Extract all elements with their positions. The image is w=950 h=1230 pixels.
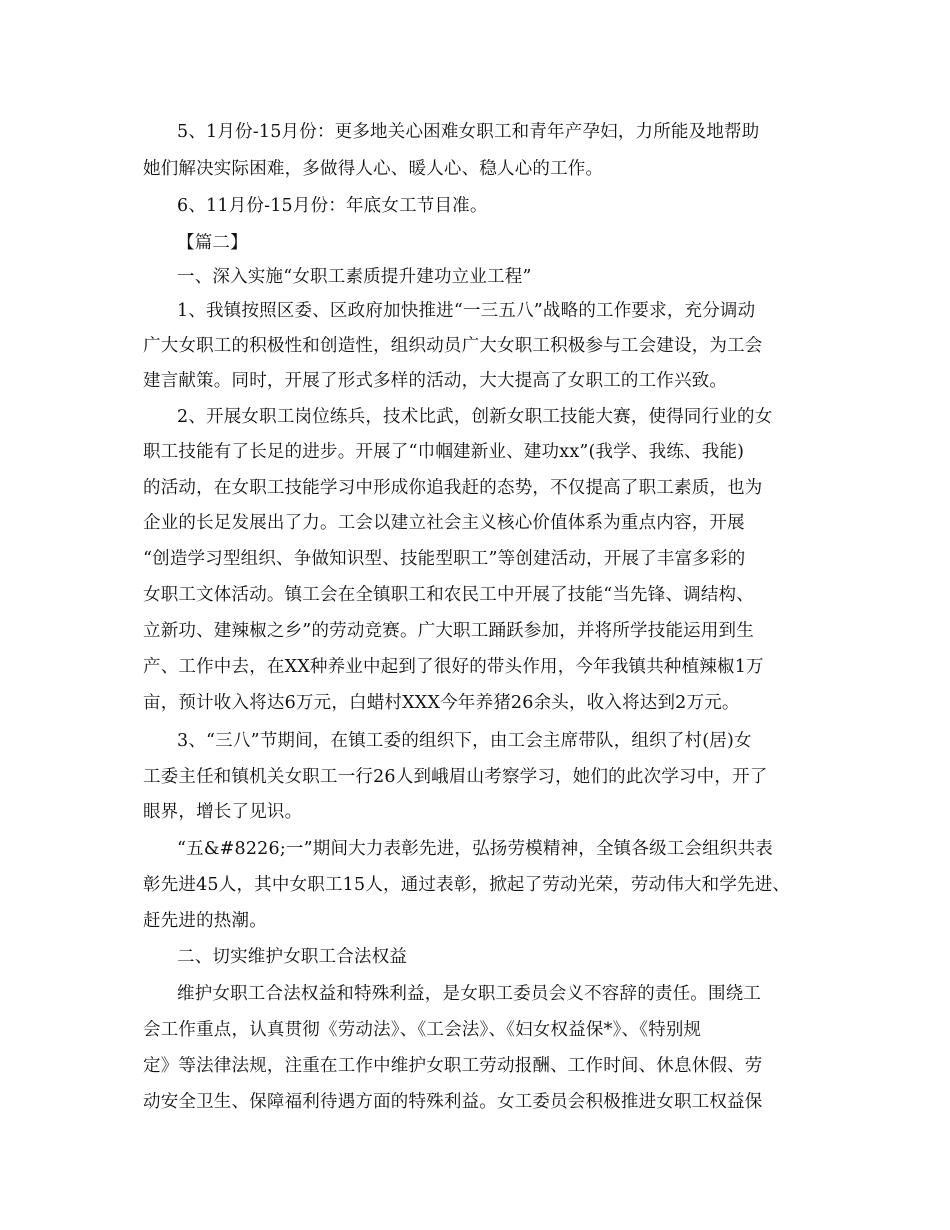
paragraph-line: 女职工文体活动。镇工会在全镇职工和农民工中开展了技能“当先锋、调结构、 bbox=[143, 585, 754, 605]
paragraph-line: 亩，预计收入将达6万元，白蜡村XXX今年养猪26余头，收入将达到2万元。 bbox=[143, 693, 740, 713]
paragraph-line: 的活动，在女职工技能学习中形成你追我赶的态势，不仅提高了职工素质，也为 bbox=[143, 478, 763, 498]
paragraph-line: 她们解决实际困难，多做得人心、暖人心、稳人心的工作。 bbox=[143, 159, 604, 179]
paragraph-line: 3、“三八”节期间，在镇工委的组织下，由工会主席带队，组织了村(居)女 bbox=[177, 731, 752, 751]
section-heading: 二、切实维护女职工合法权益 bbox=[177, 947, 408, 967]
paragraph-line: 6、11月份-15月份：年底女工节目准。 bbox=[177, 196, 488, 216]
paragraph-line: 立新功、建辣椒之乡”的劳动竞赛。广大职工踊跃参加，并将所学技能运用到生 bbox=[143, 621, 754, 641]
paragraph-line: 5、1月份-15月份：更多地关心困难女职工和青年产孕妇，力所能及地帮助 bbox=[177, 122, 760, 142]
paragraph-line: 企业的长足发展出了力。工会以建立社会主义核心价值体系为重点内容，开展 bbox=[143, 513, 745, 533]
paragraph-line: “五&#8226;一”期间大力表彰先进，弘扬劳模精神，全镇各级工会组织共表 bbox=[177, 839, 773, 859]
paragraph-line: 动安全卫生、保障福利待遇方面的特殊利益。女工委员会积极推进女职工权益保 bbox=[143, 1092, 763, 1112]
paragraph-line: 1、我镇按照区委、区政府加快推进“一三五八”战略的工作要求，充分调动 bbox=[177, 301, 756, 321]
paragraph-line: 职工技能有了长足的进步。开展了“巾帼建新业、建功xx”(我学、我练、我能) bbox=[143, 442, 745, 462]
paragraph-line: 眼界，增长了见识。 bbox=[143, 802, 303, 822]
paragraph-line: 赶先进的热潮。 bbox=[143, 911, 267, 931]
paragraph-line: 定》等法律法规，注重在工作中维护女职工劳动报酬、工作时间、休息休假、劳 bbox=[143, 1056, 763, 1076]
paragraph-line: 广大女职工的积极性和创造性，组织动员广大女职工积极参与工会建设，为工会 bbox=[143, 336, 763, 356]
paragraph-line: 产、工作中去，在XX种养业中起到了很好的带头作用，今年我镇共种植辣椒1万 bbox=[143, 657, 764, 677]
paragraph-line: “创造学习型组织、争做知识型、技能型职工”等创建活动，开展了丰富多彩的 bbox=[143, 549, 746, 569]
section-heading: 【篇二】 bbox=[177, 233, 248, 253]
paragraph-line: 2、开展女职工岗位练兵，技术比武，创新女职工技能大赛，使得同行业的女 bbox=[177, 407, 773, 427]
paragraph-line: 彰先进45人，其中女职工15人，通过表彰，掀起了劳动光荣，劳动伟大和学先进、 bbox=[143, 875, 791, 895]
section-heading: 一、深入实施“女职工素质提升建功立业工程” bbox=[177, 267, 532, 287]
paragraph-line: 建言献策。同时，开展了形式多样的活动，大大提高了女职工的工作兴致。 bbox=[143, 371, 728, 391]
paragraph-line: 维护女职工合法权益和特殊利益，是女职工委员会义不容辞的责任。围绕工 bbox=[177, 984, 762, 1004]
paragraph-line: 会工作重点，认真贯彻《劳动法》、《工会法》、《妇女权益保*》、《特别规 bbox=[143, 1020, 702, 1040]
paragraph-line: 工委主任和镇机关女职工一行26人到峨眉山考察学习，她们的此次学习中，开了 bbox=[143, 767, 768, 787]
